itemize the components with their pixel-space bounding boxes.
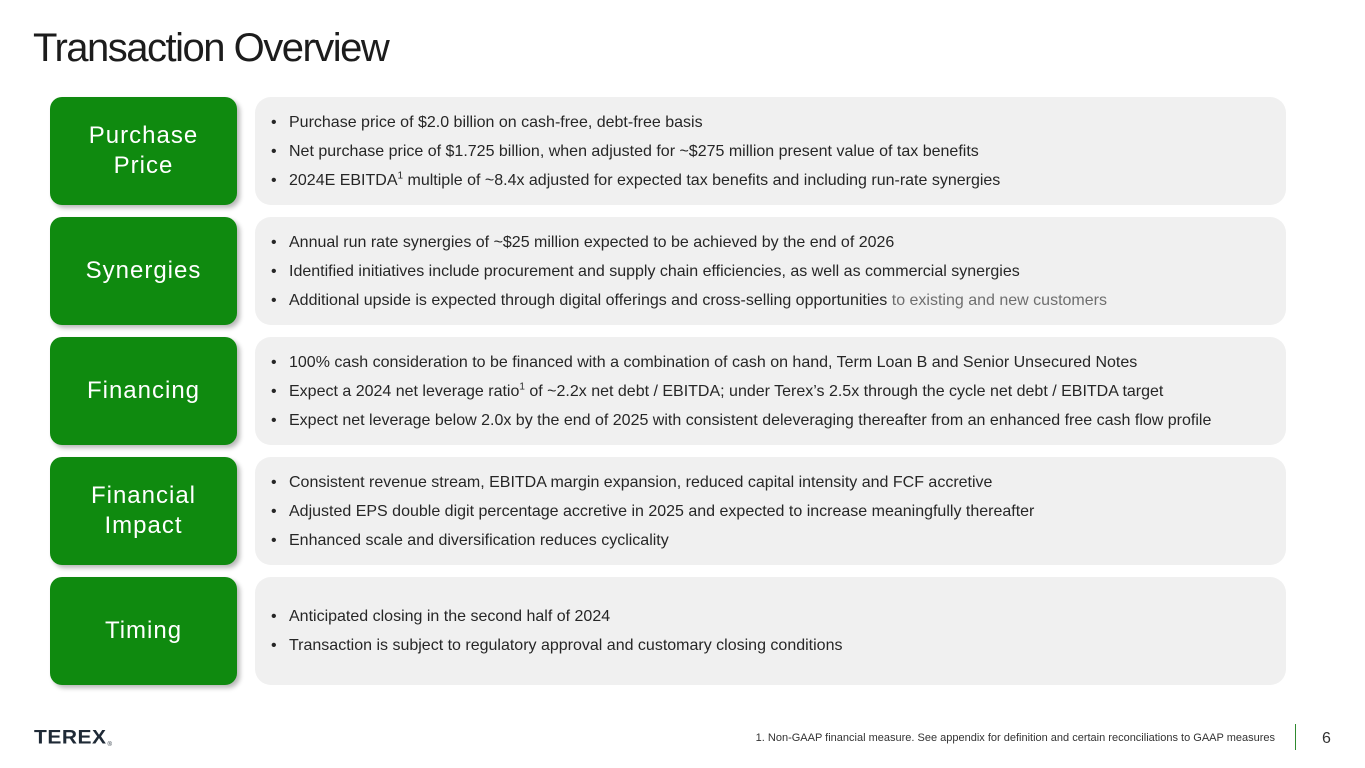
- section-label: Timing: [50, 577, 237, 685]
- bullet-item: [271, 257, 1286, 286]
- section-row-financial-impact: [50, 457, 1286, 565]
- bullet-marker: •: [271, 142, 277, 160]
- bullet-text: multiple of ~8.4x adjusted for expected tax benefits and including run-rate synergies: [403, 171, 1001, 189]
- footnote: 1. Non-GAAP financial measure. See appendix for definition and certain reconciliations to GAAP measures: [755, 732, 1275, 744]
- bullet-text: Anticipated closing in the second half of 2024: [289, 608, 611, 625]
- bullet-marker: •: [271, 502, 277, 520]
- bullet-marker: •: [271, 262, 277, 280]
- bullet-text: Net purchase price of $1.725 billion, when adjusted for ~$275 million present value of tax benefits: [289, 142, 979, 160]
- bullet-text: Adjusted EPS double digit percentage accretive in 2025 and expected to increase meaningfully thereafter: [289, 502, 1035, 520]
- bullet-marker: •: [271, 608, 277, 625]
- footer-divider: [1295, 724, 1296, 750]
- bullet-marker: •: [271, 113, 277, 131]
- bullet-text: 100% cash consideration to be financed with a combination of cash on hand, Term Loan B and Senior Unsecured Notes: [289, 353, 1138, 371]
- logo-wordmark: TEREX: [34, 726, 107, 749]
- bullet-text: Enhanced scale and diversification reduces cyclicality: [289, 531, 669, 549]
- section-row-financing: [50, 337, 1286, 445]
- section-label: Purchase Price: [50, 97, 237, 205]
- bullet-item: [271, 286, 1286, 315]
- bullet-item: [271, 108, 1286, 137]
- footnote-ref: 1: [397, 170, 404, 182]
- section-content: [255, 457, 1286, 565]
- bullet-text: Identified initiatives include procurement and supply chain efficiencies, as well as commercial synergies: [289, 262, 1020, 280]
- bullet-item: [271, 137, 1286, 166]
- bullet-item: [271, 526, 1286, 555]
- bullet-marker: •: [271, 233, 277, 251]
- bullet-item: [271, 406, 1286, 435]
- bullet-text: Consistent revenue stream, EBITDA margin expansion, reduced capital intensity and FCF accretive: [289, 473, 993, 491]
- bullet-text: Expect net leverage below 2.0x by the end of 2025 with consistent deleveraging thereafter from an enhanced free cash flow profile: [289, 411, 1212, 429]
- page-title: Transaction Overview: [33, 26, 389, 70]
- section-content: [255, 337, 1286, 445]
- section-row-purchase-price: [50, 97, 1286, 205]
- terex-logo: [34, 728, 112, 750]
- footnote-ref: 1: [519, 381, 525, 393]
- bullet-marker: •: [271, 171, 277, 189]
- section-content: [255, 217, 1286, 325]
- bullet-text: Purchase price of $2.0 billion on cash-free, debt-free basis: [289, 113, 703, 131]
- bullet-item: [271, 377, 1286, 406]
- section-content: [255, 577, 1286, 685]
- bullet-item: [271, 166, 1286, 195]
- bullet-marker: •: [271, 411, 277, 429]
- bullet-item: [271, 348, 1286, 377]
- section-label: Financial Impact: [50, 457, 237, 565]
- bullet-text: of ~2.2x net debt / EBITDA; under Terex’s 2.5x through the cycle net debt / EBITDA target: [524, 382, 1164, 400]
- bullet-text: Transaction is subject to regulatory approval and customary closing conditions: [289, 637, 843, 654]
- bullet-text: Annual run rate synergies of ~$25 million expected to be achieved by the end of 2026: [289, 233, 895, 251]
- section-content: [255, 97, 1286, 205]
- registered-mark: ®: [107, 742, 112, 748]
- bullet-text-muted: to existing and new customers: [887, 291, 1107, 309]
- bullet-item: [271, 228, 1286, 257]
- bullet-marker: •: [271, 353, 277, 371]
- bullet-marker: •: [271, 531, 277, 549]
- section-row-timing: [50, 577, 1286, 685]
- bullet-item: [271, 602, 1286, 631]
- bullet-text: Expect a 2024 net leverage ratio: [289, 382, 520, 400]
- bullet-item: [271, 497, 1286, 526]
- page-number: 6: [1322, 730, 1331, 747]
- bullet-marker: •: [271, 291, 277, 309]
- bullet-marker: •: [271, 473, 277, 491]
- bullet-item: [271, 468, 1286, 497]
- bullet-marker: •: [271, 382, 277, 400]
- bullet-text: 2024E EBITDA: [289, 171, 398, 189]
- bullet-marker: •: [271, 637, 277, 654]
- section-label: Synergies: [50, 217, 237, 325]
- bullet-text: Additional upside is expected through digital offerings and cross-selling opportunities: [289, 291, 888, 309]
- bullet-item: [271, 631, 1286, 660]
- section-label: Financing: [50, 337, 237, 445]
- section-row-synergies: [50, 217, 1286, 325]
